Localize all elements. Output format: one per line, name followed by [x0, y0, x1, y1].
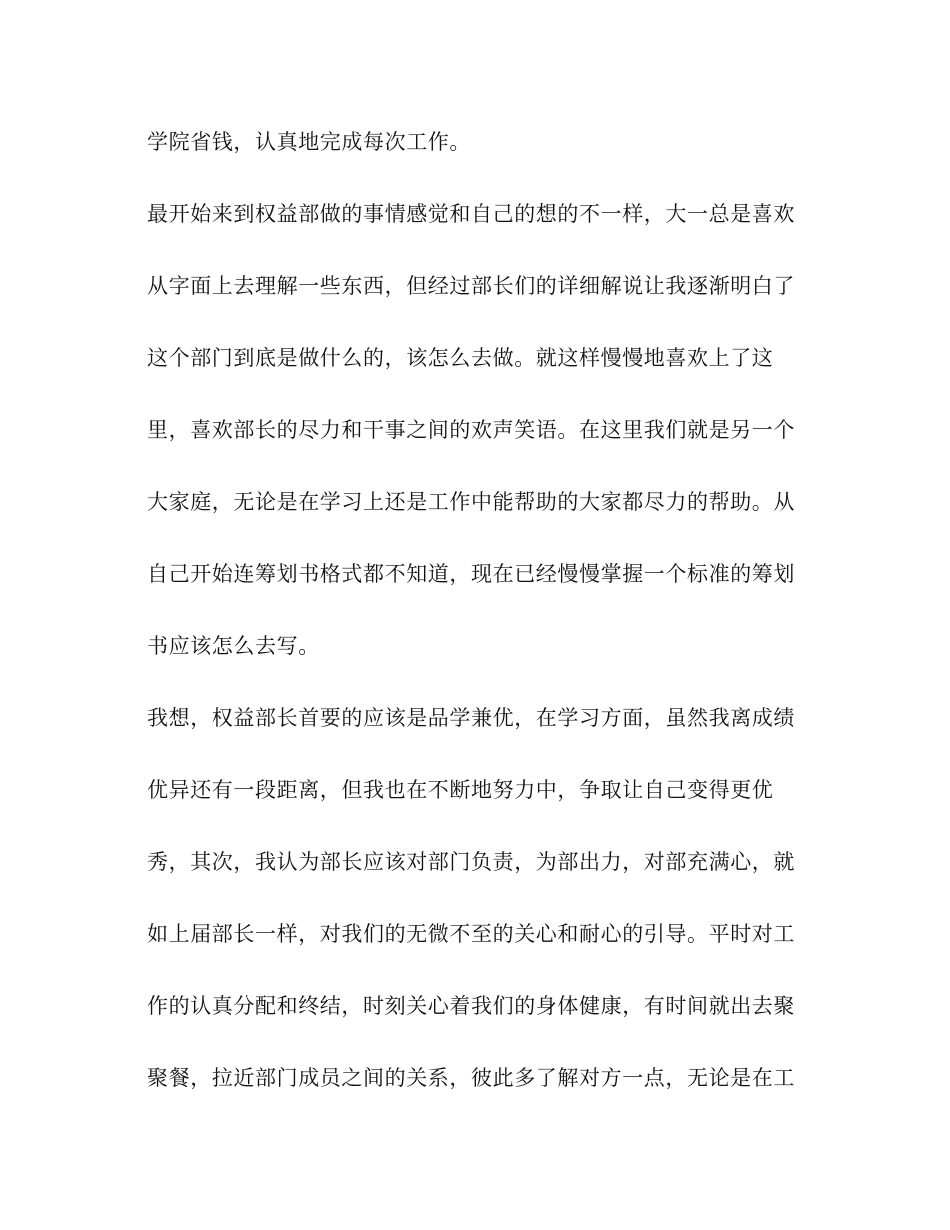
- text-line: 最开始来到权益部做的事情感觉和自己的想的不一样，大一总是喜欢: [147, 202, 795, 226]
- text-line: 聚餐，拉近部门成员之间的关系，彼此多了解对方一点，无论是在工: [147, 1066, 795, 1090]
- text-line: 里，喜欢部长的尽力和干事之间的欢声笑语。在这里我们就是另一个: [147, 418, 795, 442]
- text-line: 大家庭，无论是在学习上还是工作中能帮助的大家都尽力的帮助。从: [147, 490, 795, 514]
- text-line: 如上届部长一样，对我们的无微不至的关心和耐心的引导。平时对工: [147, 922, 795, 946]
- text-line: 我想，权益部长首要的应该是品学兼优，在学习方面，虽然我离成绩: [147, 706, 795, 730]
- text-line: 作的认真分配和终结，时刻关心着我们的身体健康，有时间就出去聚: [147, 994, 795, 1018]
- text-line: 优异还有一段距离，但我也在不断地努力中，争取让自己变得更优: [147, 778, 774, 802]
- text-line: 学院省钱，认真地完成每次工作。: [147, 130, 471, 154]
- text-line: 从字面上去理解一些东西，但经过部长们的详细解说让我逐渐明白了: [147, 274, 795, 298]
- text-line: 这个部门到底是做什么的，该怎么去做。就这样慢慢地喜欢上了这: [147, 346, 774, 370]
- document-body: [147, 122, 807, 1130]
- text-line: 秀，其次，我认为部长应该对部门负责，为部出力，对部充满心，就: [147, 850, 795, 874]
- text-line: 书应该怎么去写。: [147, 634, 320, 658]
- text-line: 自己开始连筹划书格式都不知道，现在已经慢慢掌握一个标准的筹划: [147, 562, 795, 586]
